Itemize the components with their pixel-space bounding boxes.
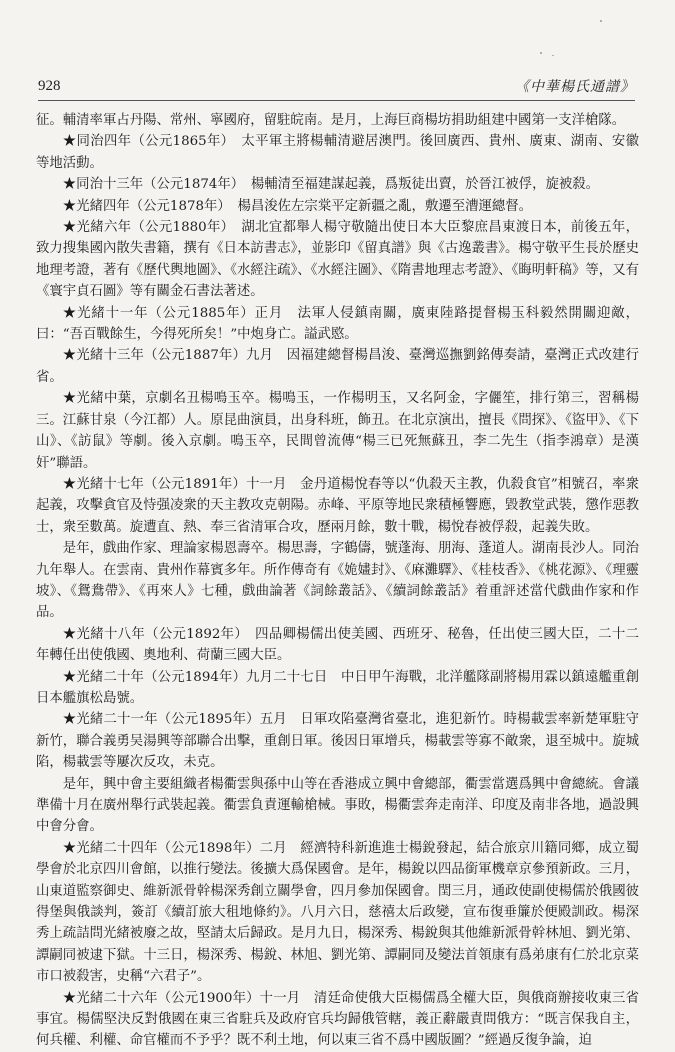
paragraph: 是年，興中會主要組織者楊衢雲與孫中山等在香港成立興中會總部，衢雲當選爲興中會總統。會議準備十月在廣州舉行武裝起義。衢雲負責運輸槍械。事敗，楊衢雲奔走南洋、印度及南非各地，過設興中會分會。 [36,776,639,835]
paragraph: ★光緒二十年（公元1894年）九月二十七日 中日甲午海戰，北洋艦隊副將楊用霖以鎮遠艦重創日本艦旗松島號。 [36,669,639,706]
paragraph: 征。輔清率軍占丹陽、常州、寧國府，留駐皖南。是月，上海巨商楊坊捐助組建中國第一支洋槍隊。 [36,113,626,128]
scan-speck [600,20,602,22]
paragraph: ★光緒二十一年（公元1895年）五月 日軍攻陷臺灣省臺北，進犯新竹。時楊載雲率新楚軍駐守新竹，聯合義勇吴湯興等部聯合出擊，重創日軍。後因日軍增兵，楊載雲等寡不敵衆，退至城中。旋城陷，楊載雲等屢次反攻，未克。 [36,712,639,771]
paragraph: ★光緒四年（公元1878年） 楊昌浚佐左宗棠平定新疆之亂，敷遷至漕運總督。 [62,198,533,214]
body-text [36,110,639,1052]
paragraph: ★光緒十八年（公元1892年） 四品卿楊儒出使美國、西班牙、秘魯，任出使三國大臣，二十二年轉任出使俄國、奧地利、荷蘭三國大臣。 [36,626,639,664]
paragraph: ★同治十三年（公元1874年） 楊輔清至福建謀起義，爲叛徒出賣，於晉江被俘，旋被殺。 [62,177,600,193]
running-title: 《中華楊氏通譜》 [515,79,635,95]
page-number: 928 [38,78,61,94]
scan-speck [540,52,542,54]
paragraph: ★光緒六年（公元1880年） 湖北宜都舉人楊守敬隨出使日本大臣黎庶昌東渡日本，前後五年，致力搜集國內散失書籍，撰有《日本訪書志》，並影印《留真譜》與《古逸叢書》。楊守敬平生長於歷史地理考證，著有《歷代輿地圖》、《水經注疏》、《水經注圖》、《隋書地理志考證》、《晦明軒稿》等，又有《寰宇貞石圖》等有關金石書法著述。 [36,220,639,300]
paragraph: ★光緒十七年（公元1891年）十一月 金丹道楊悅春等以“仇殺天主教，仇殺食官”相號召，率衆起義，攻擊貪官及恃强凌衆的天主教攻克朝陽。赤峰、平原等地民衆積極響應，毀教堂武裝，懲作惡教士，衆至數萬。旋遭直、熱、奉三省清軍合攻，歷兩月餘，數十戰，楊悅春被俘殺，起義失敗。 [36,476,639,535]
scan-speck [552,55,554,56]
paragraph: ★光緒二十四年（公元1898年）二月 經濟特科新進進士楊銳發起，結合旅京川籍同鄉，成立蜀學會於北京四川會館，以推行變法。後擴大爲保國會。是年，楊銳以四品銜軍機章京參預新政。三月，山東道監察御史、維新派骨幹楊深秀創立關學會，四月參加保國會。閏三月，通政使副使楊儒於俄國彼得堡與俄談判，簽訂《續訂旅大租地條約》。八月六日，慈禧太后政變，宣布復垂簾於便殿訓政。楊深秀上疏詰問光緒被廢之故，堅請太后歸政。是月九日，楊深秀、楊銳與其他維新派骨幹林旭、劉光第、譚嗣同被逮下獄。十三日，楊深秀、楊銳、林旭、劉光第、譚嗣同及變法首領康有爲弟康有仁於北京菜市口被殺害，史稱“六君子”。 [36,840,639,985]
paragraph: ★光緒二十六年（公元1900年）十一月 清廷命使俄大臣楊儒爲全權大臣，與俄商辦接收東三省事宜。楊儒堅決反對俄國在東三省駐兵及政府官兵均歸俄管轄，義正辭嚴責問俄方：“既言保我自主，何兵權、利權、命官權而不予乎？既不利土地，何以東三省不爲中國版圖？”經過反復争論，迫 [36,990,639,1049]
paragraph: ★光緒十三年（公元1887年）九月 因福建總督楊昌浚、臺灣巡撫劉銘傳奏請，臺灣正式改建行省。 [36,348,639,385]
paragraph: ★光緒十一年（公元1885年）正月 法軍人侵鎮南關，廣東陸路提督楊玉科毅然開關迎敵，曰：“吾百戰餘生，今得死所矣！”中炮身亡。謚武愍。 [36,305,639,343]
paragraph: 是年，戲曲作家、理論家楊恩壽卒。楊思壽，字鶴儔，號蓬海、朋海、蓬道人。湖南長沙人。同治九年舉人。在雲南、貴州作幕賓多年。所作傳奇有《姽嫿封》、《麻灘驛》、《桂枝香》、《桃花源》、《理靈坡》、《鴛鴦帶》、《再來人》七種，戲曲論著《詞餘叢話》、《續詞餘叢話》着重評述當代戲曲作家和作品。 [36,541,639,621]
page-header [38,74,635,100]
paragraph: ★同治四年（公元1865年） 太平軍主將楊輔清避居澳門。後回廣西、貴州、廣東、湖南、安徽等地活動。 [36,134,639,171]
paragraph: ★光緒中葉，京劇名丑楊鳴玉卒。楊鳴玉，一作楊明玉，又名阿金，字儷笙，排行第三，習稱楊三。江蘇甘泉（今江都）人。原昆曲演員，出身科班，飾丑。在北京演出，擅長《問探》、《盜甲》、《下山》、《訪鼠》等劇。後入京劇。鳴玉卒，民間曾流傳“楊三已死無蘇丑，李二先生（指李鴻章）是漢奸”聯語。 [36,391,639,471]
header-rule [38,100,635,101]
